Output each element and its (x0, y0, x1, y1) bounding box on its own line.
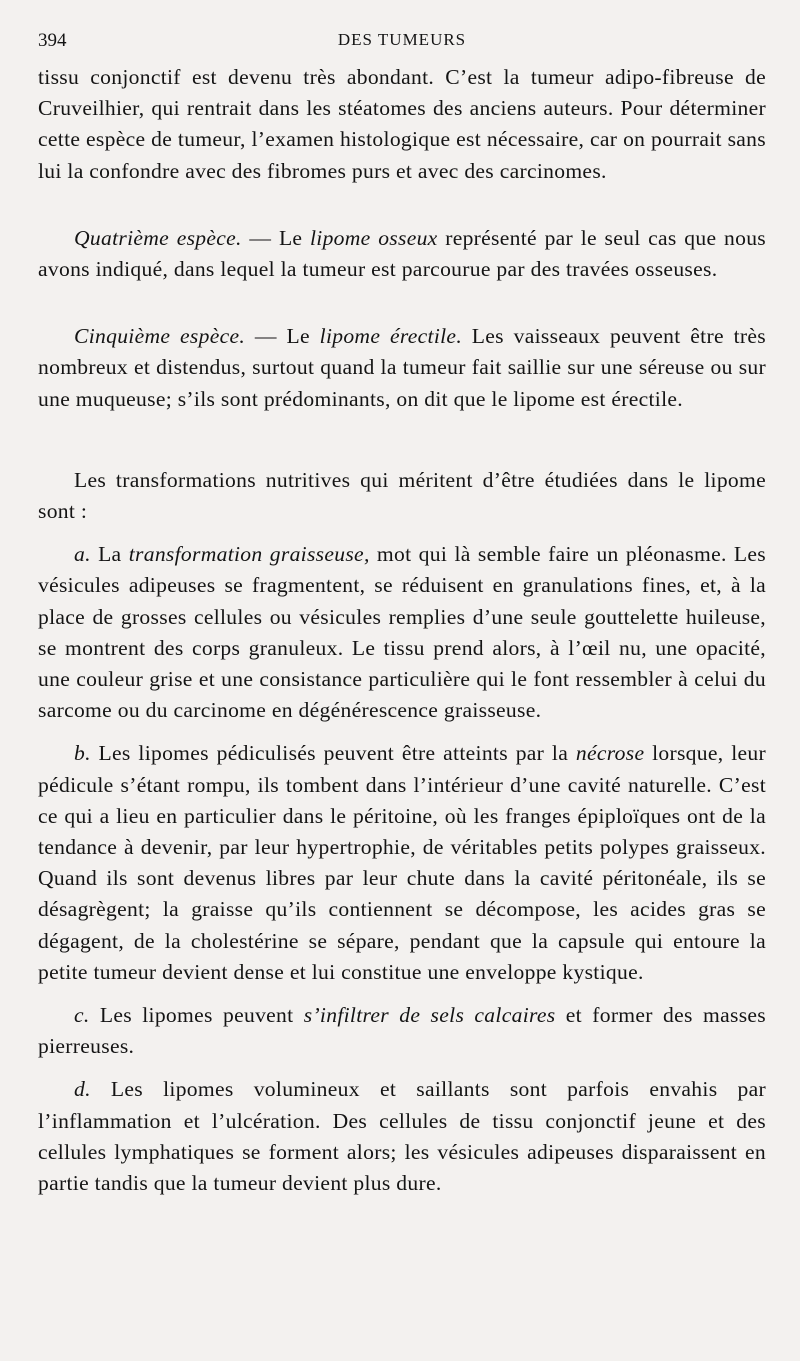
section-lead: Quatrième espèce. (74, 225, 242, 250)
paragraph-item-a (38, 539, 766, 726)
paragraph-text: Les transformations nutritives qui méritent d’être étudiées dans le lipome sont : (38, 467, 766, 524)
item-letter: b. (74, 741, 91, 766)
running-title: DES TUMEURS (337, 30, 467, 49)
paragraph-transformations (38, 465, 766, 527)
paragraph-text: représenté par le seul cas que nous avons indiqué, dans lequel la tumeur est parcourue par des travées osseuses. (38, 225, 766, 282)
item-prefix: Les lipomes peuvent (89, 1003, 304, 1028)
term-lipome-osseux: lipome osseux (309, 225, 438, 250)
item-letter: a. (74, 542, 91, 567)
paragraph-item-d (38, 1074, 766, 1199)
paragraph-quatrieme-espece (38, 223, 766, 285)
page-number: 394 (38, 30, 67, 51)
term-transformation-graisseuse: transformation graisseuse, (128, 542, 370, 567)
paragraph-text: mot qui là semble faire un pléonasme. Les vésicules adipeuses se fragmentent, se réduisent en granulations fines, et, à la place de grosses cellules ou vésicules remplies d’une seule gouttelette huileuse, se montrent des corps granuleux. Le tissu prend alors, à l’œil nu, une opacité, une couleur grise et une consistance particulière qui le font ressembler à celui du sarcome ou du carcinome en dégénérescence graisseuse. (38, 542, 766, 723)
item-prefix: La (90, 542, 129, 567)
term-sels-calcaires: s’infiltrer de sels calcaires (303, 1003, 556, 1028)
paragraph-text: Les vaisseaux peuvent être très nombreux et distendus, surtout quand la tumeur fait saillie sur une séreuse ou sur une muqueuse; s’ils sont prédominants, on dit que le lipome est érectile. (38, 324, 766, 411)
item-prefix: Les lipomes pédiculisés peuvent être atteints par la (90, 741, 576, 766)
paragraph-cinquieme-espece (38, 321, 766, 415)
item-letter: c. (74, 1003, 90, 1028)
paragraph-text: Les lipomes volumineux et saillants sont parfois envahis par l’inflammation et l’ulcération. Des cellules de tissu conjonctif jeune et des cellules lymphatiques se forment alors; les vésicules adipeuses disparaissent en partie tandis que la tumeur devient plus dure. (38, 1077, 766, 1196)
term-lipome-erectile: lipome érectile. (319, 324, 463, 349)
term-necrose: nécrose (575, 741, 645, 766)
item-letter: d. (74, 1077, 91, 1102)
paragraph-adipo-fibreuse (38, 62, 766, 187)
paragraph-text: tissu conjonctif est devenu très abondant. C’est la tumeur adipo-fibreuse de Cruveilhier, qui rentrait dans les stéatomes des anciens auteurs. Pour déterminer cette espèce de tumeur, l’examen histologique est nécessaire, car on pourrait sans lui la confondre avec des fibromes purs et avec des carcinomes. (38, 65, 766, 183)
paragraph-text: et former des masses pierreuses. (38, 1003, 767, 1059)
paragraph-text: lorsque, leur pédicule s’étant rompu, ils tombent dans l’intérieur d’une cavité naturelle. C’est ce qui a lieu en particulier dans le péritoine, où les franges épiploïques ont de la tendance à devenir, par leur hypertrophie, de véritables petits polypes graisseux. Quand ils sont devenus libres par leur chute dans la cavité péritonéale, ils se désagrègent; la graisse qu’ils contiennent se décompose, les acides gras se dégagent, de la cholestérine se sépare, pendant que la capsule qui entoure la petite tumeur devient dense et lui constitue une enveloppe kystique. (38, 741, 766, 984)
page-header (38, 28, 766, 62)
paragraph-item-c (38, 1000, 766, 1062)
paragraph-item-b (38, 738, 766, 988)
dash-text: — Le (241, 225, 310, 250)
section-lead: Cinquième espèce. (74, 324, 246, 349)
dash-text: — Le (245, 324, 320, 349)
